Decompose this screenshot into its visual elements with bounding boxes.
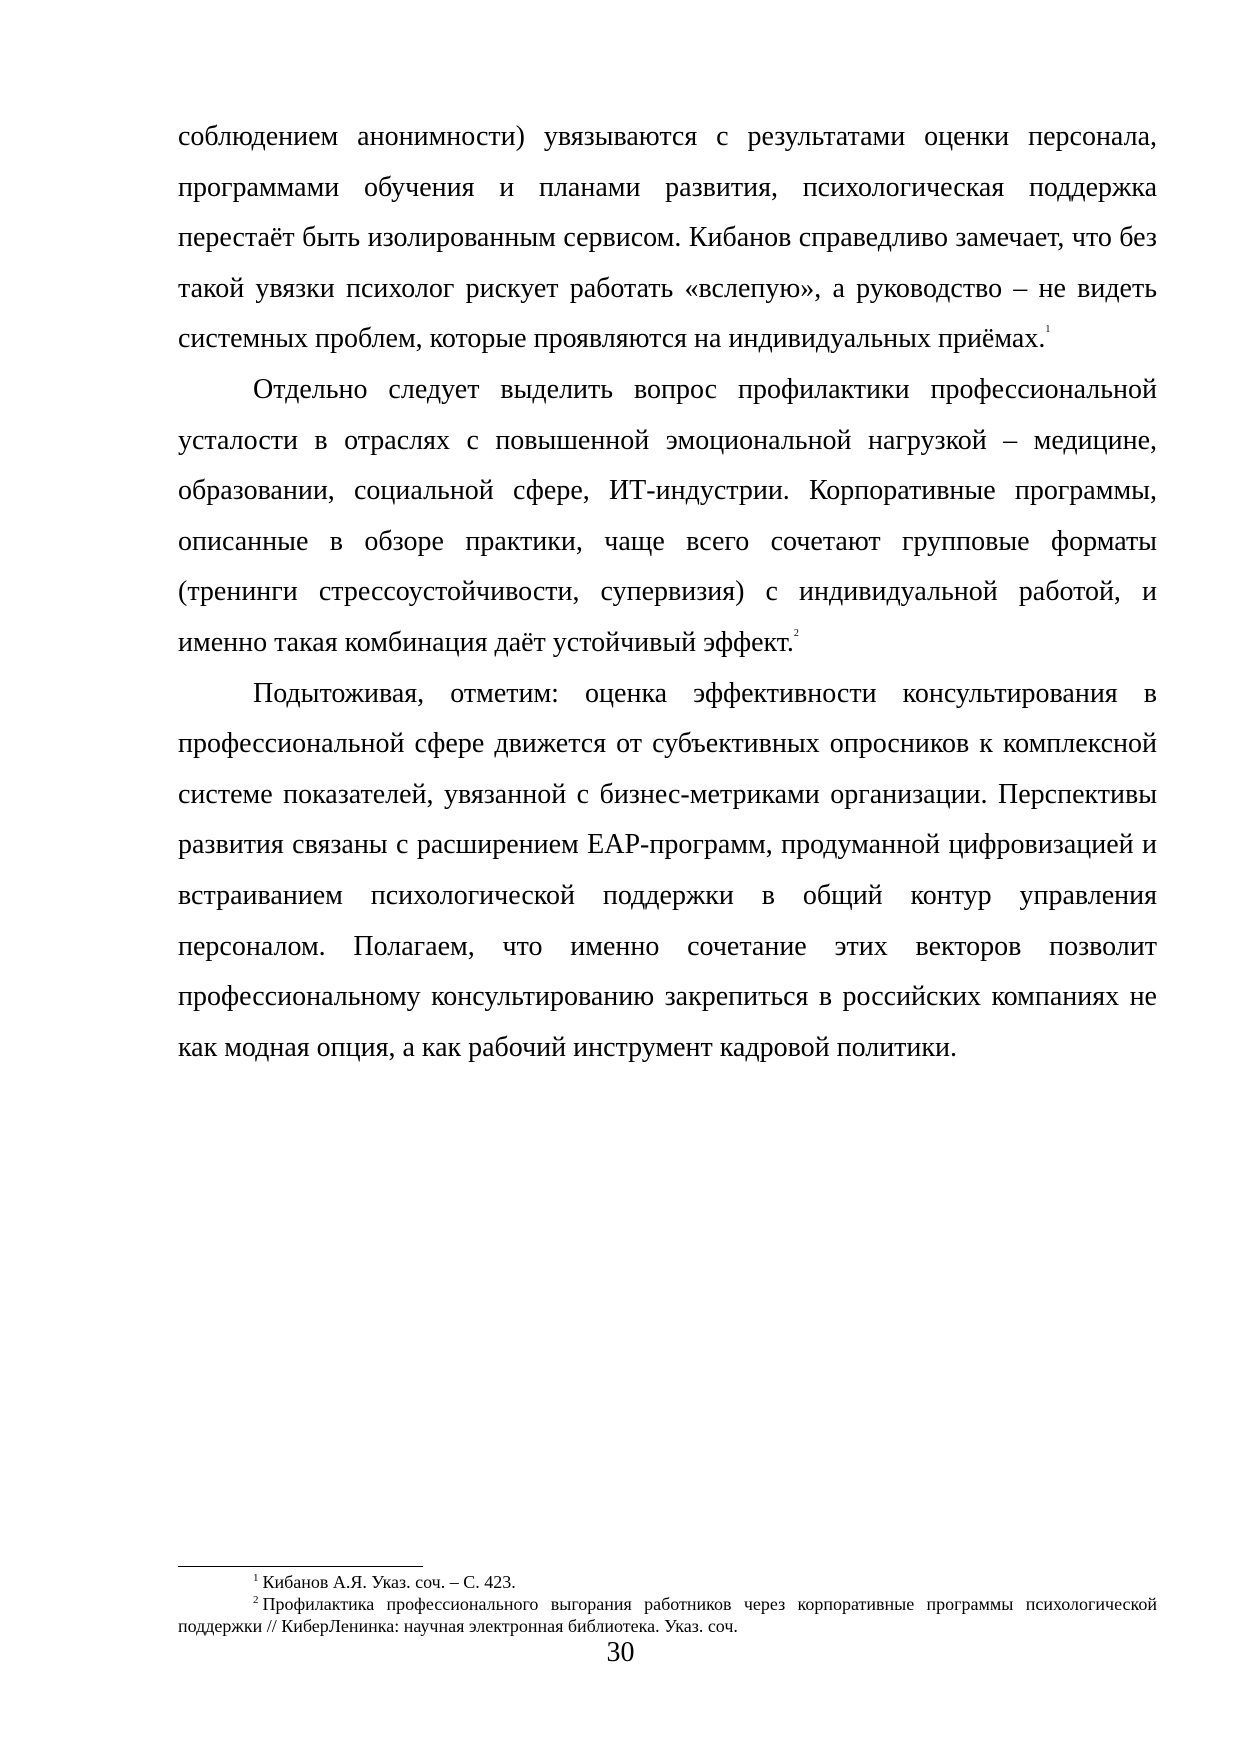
paragraph — [178, 365, 1157, 669]
paragraph — [178, 669, 1157, 1074]
paragraph-continuation — [178, 112, 1157, 365]
footnote-text: Кибанов А.Я. Указ. соч. – С. 423. — [262, 1572, 516, 1592]
footnote-text: Профилактика профессионального выгорания работников через корпоративные программы психологической поддержки // КиберЛенинка: научная электронная библиотека. Указ. соч. — [178, 1594, 1157, 1636]
footnote-number: 2 — [253, 1594, 259, 1606]
footnote — [178, 1593, 1157, 1637]
footnote — [178, 1571, 1157, 1593]
footnote-reference: 1 — [1045, 324, 1051, 336]
footnote-reference: 2 — [793, 627, 799, 639]
paragraph-text: соблюдением анонимности) увязываются с результатами оценки персонала, программами обучения и планами развития, психологическая поддержка перестаёт быть изолированным сервисом. Кибанов справедливо замечает, что без такой увязки психолог рискует работать «вслепую», а руководство – не видеть системных проблем, которые проявляются на индивидуальных приёмах. — [178, 121, 1157, 355]
footnote-separator — [178, 1566, 423, 1567]
page-number: 30 — [606, 1637, 635, 1668]
body-text — [178, 112, 1157, 1073]
paragraph-text: Подытоживая, отметим: оценка эффективности консультирования в профессиональной сфере движется от субъективных опросников к комплексной системе показателей, увязанной с бизнес-метриками организации. Перспективы развития связаны с расширением EAP-программ, продуманной цифровизацией и встраиванием психологической поддержки в общий контур управления персоналом. Полагаем, что именно сочетание этих векторов позволит профессиональному консультированию закрепиться в российских компаниях не как модная опция, а как рабочий инструмент кадровой политики. — [178, 677, 1157, 1063]
footnote-number: 1 — [253, 1572, 259, 1584]
paragraph-text: Отдельно следует выделить вопрос профилактики профессиональной усталости в отраслях с повышенной эмоциональной нагрузкой – медицине, образовании, социальной сфере, ИТ-индустрии. Корпоративные программы, описанные в обзоре практики, чаще всего сочетают групповые форматы (тренинги стрессоустойчивости, супервизия) с индивидуальной работой, и именно такая комбинация даёт устойчивый эффект. — [178, 373, 1157, 658]
footnotes — [178, 1571, 1157, 1637]
